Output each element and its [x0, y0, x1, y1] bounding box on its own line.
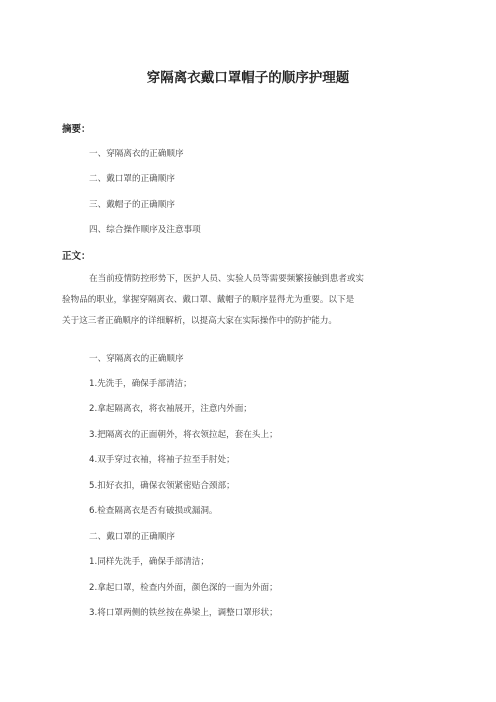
step-item: 4.双手穿过衣袖，将袖子拉至手肘处；: [89, 455, 235, 465]
section-heading: 二、戴口罩的正确顺序: [89, 532, 175, 542]
step-item: 3.把隔离衣的正面朝外，将衣领拉起，套在头上；: [89, 430, 278, 440]
step-item: 2.拿起口罩，检查内外面，颜色深的一面为外面；: [89, 583, 278, 593]
intro-paragraph: [62, 269, 442, 332]
step-item: 3.将口罩两侧的铁丝按在鼻梁上，调整口罩形状；: [89, 608, 278, 618]
step-item: 1.同样先洗手，确保手部清洁；: [89, 557, 209, 567]
body-label: 正文：: [62, 251, 91, 262]
intro-line: 在当前疫情防控形势下，医护人员、实验人员等需要频繁接触到患者或实: [89, 274, 365, 284]
abstract-label: 摘要：: [62, 124, 91, 135]
abstract-item: 二、戴口罩的正确顺序: [89, 174, 175, 184]
intro-line: 验物品的职业，掌握穿隔离衣、戴口罩、戴帽子的顺序显得尤为重要。以下是: [62, 295, 355, 305]
document-title: 穿隔离衣戴口罩帽子的顺序护理题: [146, 70, 350, 86]
step-item: 1.先洗手，确保手部清洁；: [89, 379, 192, 389]
step-item: 6.检查隔离衣是否有破损或漏洞。: [89, 506, 218, 516]
section-heading: 一、穿隔离衣的正确顺序: [89, 354, 184, 364]
abstract-item: 一、穿隔离衣的正确顺序: [89, 149, 184, 159]
step-item: 2.拿起隔离衣，将衣袖展开，注意内外面；: [89, 404, 252, 414]
step-item: 5.扣好衣扣，确保衣领紧密贴合颈部；: [89, 481, 235, 491]
intro-line: 关于这三者正确顺序的详细解析，以提高大家在实际操作中的防护能力。: [62, 316, 338, 326]
abstract-item: 三、戴帽子的正确顺序: [89, 200, 175, 210]
abstract-item: 四、综合操作顺序及注意事项: [89, 225, 201, 235]
